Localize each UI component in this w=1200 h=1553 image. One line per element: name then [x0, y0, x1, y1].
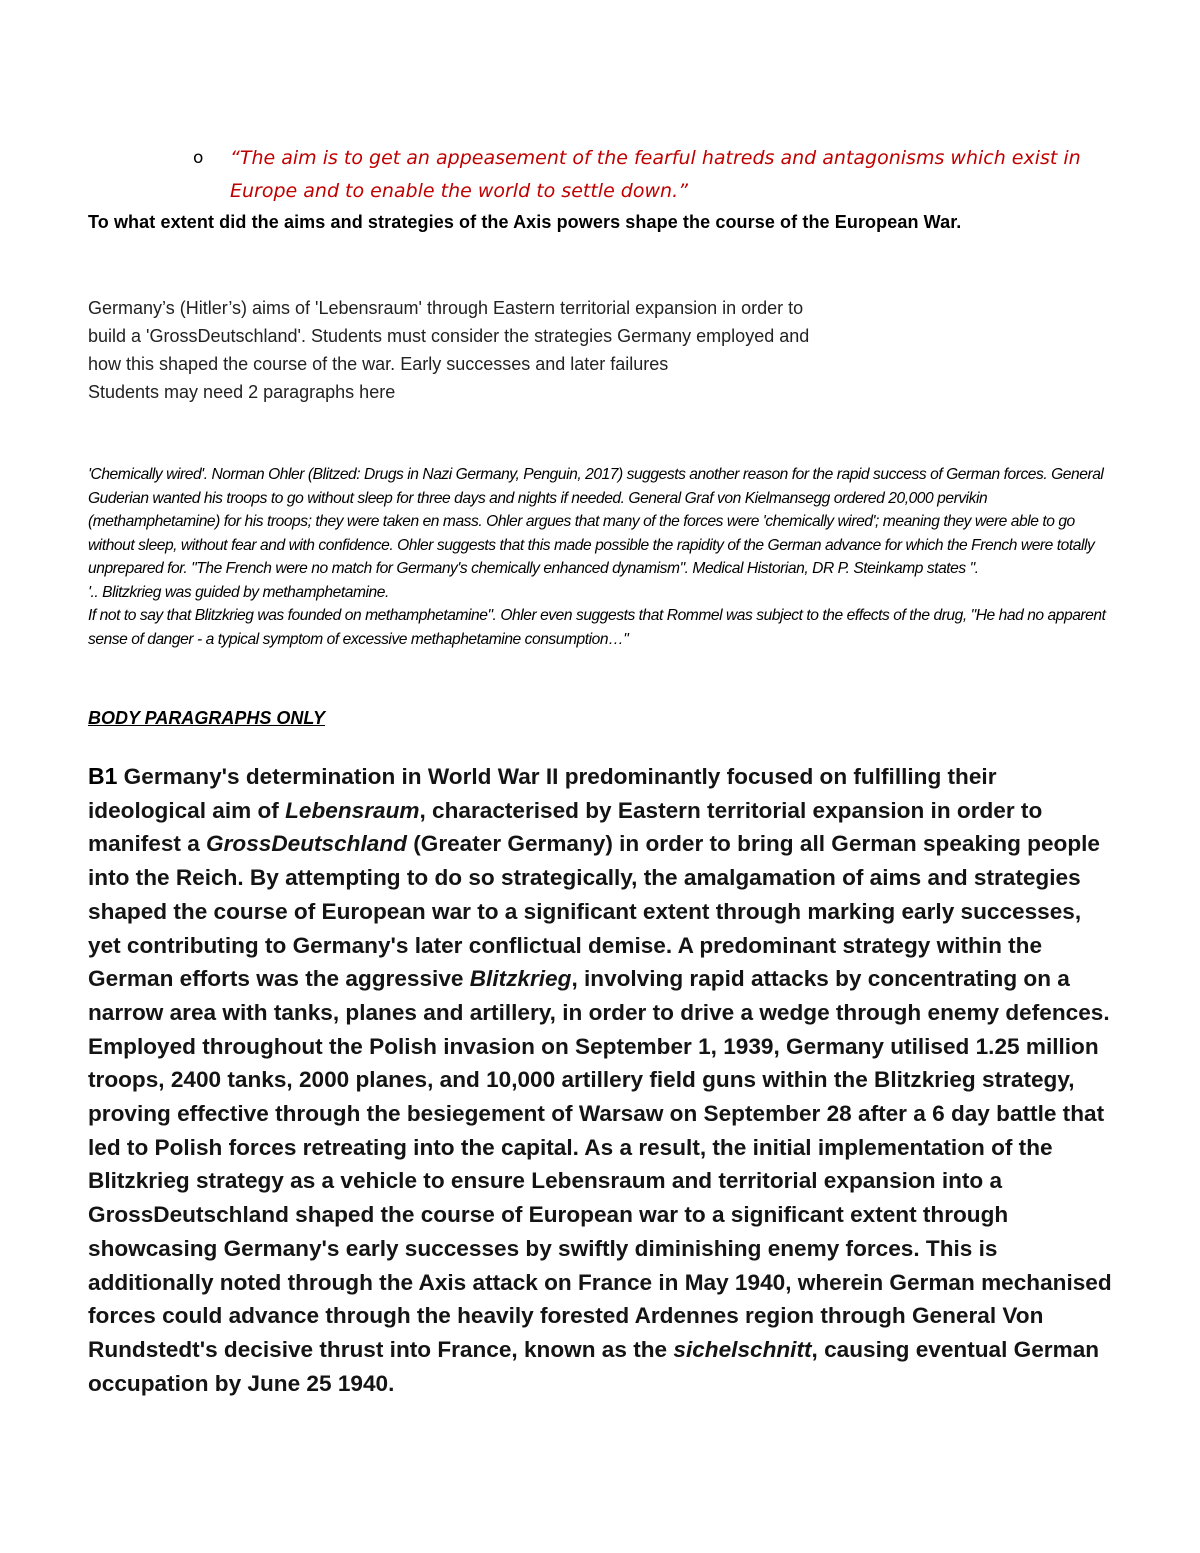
appeasement-quote: “The aim is to get an appeasement of the fearful hatreds and antagonisms which exist in Europe and to enable the world to settle down.”: [230, 147, 1081, 202]
body-paragraphs-heading: BODY PARAGRAPHS ONLY: [88, 708, 326, 728]
paragraph-text: , involving rapid attacks by concentrating on a narrow area with tanks, planes and artillery, in order to drive a wedge through enemy defences. Employed throughout the Polish invasion on September 1, 1939, Germany utilised 1.25 million troops, 2400 tanks, 2000 planes, and 10,000 artillery field guns within the Blitzkrieg strategy, proving effective through the besiegement of Warsaw on September 28 after a 6 day battle that led to Polish forces retreating into the capital. As a result, the initial implementation of the Blitzkrieg strategy as a vehicle to ensure Lebensraum and territorial expansion into a GrossDeutschland shaped the course of European war to a significant extent through showcasing Germany's early successes by swiftly diminishing enemy forces. This is additionally noted through the Axis attack on France in May 1940, wherein German mechanised forces could advance through the heavily forested Ardennes region through General Von Rundstedt's decisive thrust into France, known as the: [88, 966, 1112, 1362]
guidance-line: how this shaped the course of the war. Early successes and later failures: [88, 354, 669, 374]
paragraph-text: , characterised by Eastern territorial expansion in order to manifest a: [88, 797, 1043, 857]
italic-term: sichelschnitt: [673, 1336, 812, 1362]
quote-bullet-item: [193, 142, 1096, 208]
research-paragraph: '.. Blitzkrieg was guided by methamphetamine.: [88, 583, 389, 601]
italic-term: Blitzkrieg: [469, 966, 572, 992]
paragraph-tag: B1: [88, 763, 118, 789]
paragraph-text: Germany's determination in World War II predominantly focused on fulfilling their ideological aim of: [88, 764, 997, 823]
hollow-bullet-icon: o: [193, 148, 204, 168]
research-notes: [88, 463, 1108, 651]
italic-term: Lebensraum: [285, 797, 420, 823]
paragraph-text: (Greater Germany) in order to bring all German speaking people into the Reich. By attempting to do so strategically, the amalgamation of aims and strategies shaped the course of European war to a significant extent through marking early successes, yet contributing to Germany's later conflictual demise. A predominant strategy within the German efforts was the aggressive: [88, 831, 1100, 992]
body-paragraph-b1: [88, 760, 1118, 1400]
guidance-line: Students may need 2 paragraphs here: [88, 382, 396, 402]
essay-guidance: [88, 294, 988, 406]
guidance-line: build a 'GrossDeutschland'. Students must consider the strategies Germany employed and: [88, 326, 810, 346]
research-paragraph: If not to say that Blitzkrieg was founded on methamphetamine". Ohler even suggests that Rommel was subject to the effects of the drug, "He had no apparent sense of danger - a typical symptom of excessive methaphetamine consumption…": [88, 607, 1106, 648]
essay-question: To what extent did the aims and strategies of the Axis powers shape the course of the European War.: [88, 212, 962, 232]
italic-term: GrossDeutschland: [206, 831, 407, 857]
paragraph-text: , causing eventual German occupation by June 25 1940.: [88, 1336, 1100, 1396]
guidance-line: Germany’s (Hitler’s) aims of 'Lebensraum' through Eastern territorial expansion in order to: [88, 298, 804, 318]
research-paragraph: 'Chemically wired'. Norman Ohler (Blitzed: Drugs in Nazi Germany, Penguin, 2017) suggests another reason for the rapid success of German forces. General Guderian wanted his troops to go without sleep for three days and nights if needed. General Graf von Kielmansegg ordered 20,000 pervikin (methamphetamine) for his troops; they were taken en mass. Ohler argues that many of the forces were 'chemically wired'; meaning they were able to go without sleep, without fear and with confidence. Ohler suggests that this made possible the rapidity of the German advance for which the French were totally unprepared for. "The French were no match for Germany's chemically enhanced dynamism". Medical Historian, DR P. Steinkamp states ".: [88, 466, 1104, 577]
